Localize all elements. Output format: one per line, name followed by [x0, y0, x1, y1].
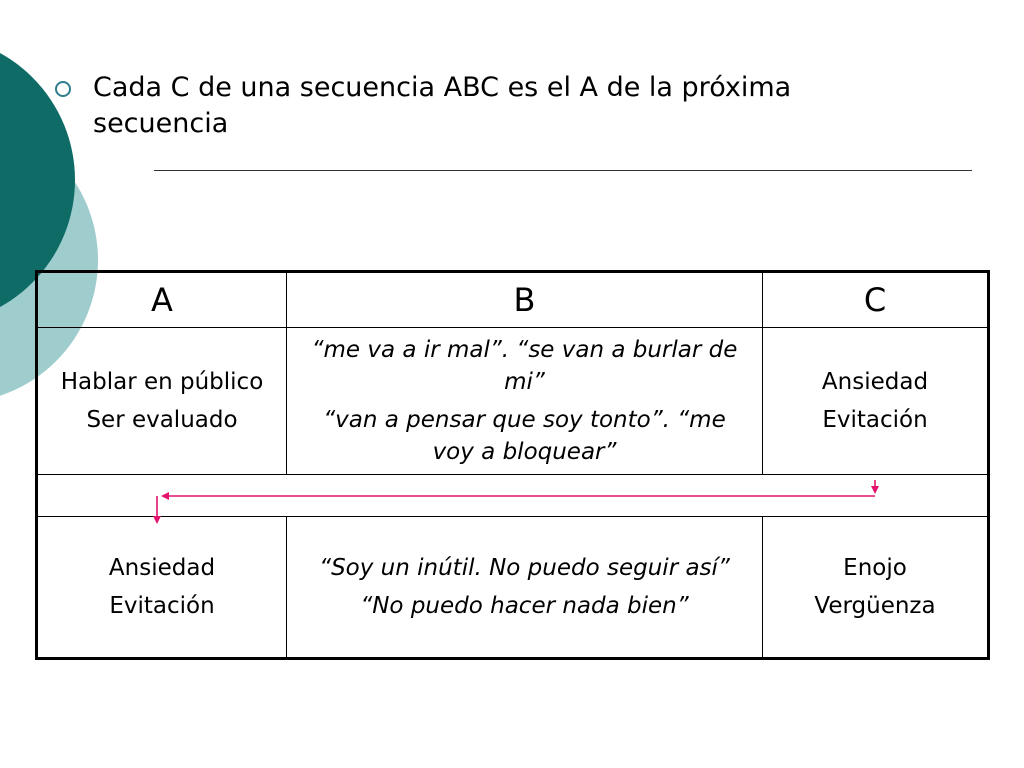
connector-cell: [37, 475, 989, 517]
table-header-row: [37, 272, 989, 328]
header-b: B: [287, 272, 763, 328]
cell-a-antecedent: [37, 328, 287, 475]
horizontal-rule: [154, 170, 972, 171]
header-a: A: [37, 272, 287, 328]
cell-line: Ser evaluado: [86, 407, 238, 433]
cell-line: Vergüenza: [814, 593, 936, 619]
table-row: [37, 328, 989, 475]
cell-line: Hablar en público: [60, 369, 264, 395]
cell-line: Ansiedad: [821, 369, 929, 395]
table-row: [37, 517, 989, 659]
abc-sequence-table: [35, 270, 990, 660]
cell-a-antecedent: [37, 517, 287, 659]
bullet-point: [55, 70, 915, 142]
header-c: C: [763, 272, 989, 328]
cell-line: Evitación: [109, 593, 215, 619]
cell-line: “me va a ir mal”. “se van a burlar de mi”: [311, 337, 738, 395]
cell-line: “No puedo hacer nada bien”: [360, 593, 689, 619]
cell-b-belief: [287, 328, 763, 475]
cell-line: “van a pensar que soy tonto”. “me voy a bloquear”: [323, 407, 726, 465]
bullet-text: Cada C de una secuencia ABC es el A de la próxima secuencia: [93, 72, 792, 139]
cell-c-consequence: [763, 517, 989, 659]
cell-c-consequence: [763, 328, 989, 475]
bullet-circle-icon: [55, 81, 71, 97]
cell-line: “Soy un inútil. No puedo seguir así”: [319, 555, 730, 581]
cell-line: Enojo: [843, 555, 907, 581]
connector-row: [37, 475, 989, 517]
cell-line: Ansiedad: [108, 555, 216, 581]
cell-b-belief: [287, 517, 763, 659]
cell-line: Evitación: [822, 407, 928, 433]
